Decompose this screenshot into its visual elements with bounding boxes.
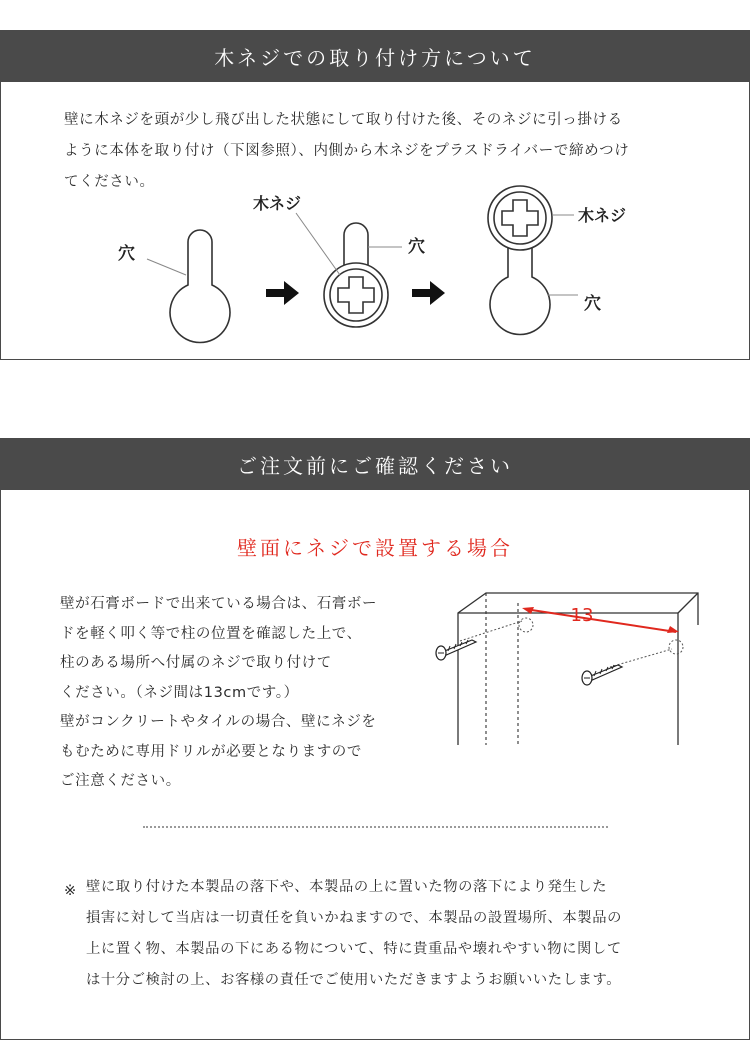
screw-label-2: 木ネジ	[253, 194, 302, 213]
dotted-divider	[143, 826, 608, 828]
keyhole-step3	[488, 186, 552, 334]
wall-mount-diagram	[430, 585, 720, 755]
leader-line-screw2	[296, 213, 340, 275]
dimension-label: 13	[570, 605, 594, 626]
note-text: 壁に取り付けた本製品の落下や、本製品の上に置いた物の落下により発生した 損害に対して当店は一切責任を負いかねますので、本製品の設置場所、本製品の 上に置く物、本製品の下にある物について、特に貴重品や壊れやすい物に関して は十分ご検討の上、お客様の責任でご使用いただきますようお願いいたします。	[86, 879, 622, 988]
hole-label-2: 穴	[408, 237, 425, 257]
hole-label-1: 穴	[118, 244, 135, 264]
section1-title: 木ネジでの取り付け方について	[214, 45, 536, 70]
screw-icon	[582, 649, 672, 685]
screw-icon	[436, 621, 522, 660]
section2-title: ご注文前にご確認ください	[237, 453, 513, 478]
note-mark: ※	[64, 883, 77, 899]
arrow-right-icon	[266, 281, 299, 305]
keyhole-step1	[170, 230, 230, 342]
section1-description: 壁に木ネジを頭が少し飛び出した状態にして取り付けた後、そのネジに引っ掛ける ように本体を取り付け（下図参照）、内側から木ネジをプラスドライバーで締めつけ てください。	[64, 112, 630, 190]
section2-header	[0, 438, 750, 490]
section2-subtitle: 壁面にネジで設置する場合	[237, 536, 513, 560]
screw-hole-right	[669, 640, 683, 654]
screw-mount-diagram	[100, 185, 660, 345]
keyhole-step2	[324, 223, 388, 327]
screw-hole-left	[519, 618, 533, 632]
screw-label-3: 木ネジ	[578, 206, 627, 225]
leader-line-hole1	[147, 259, 186, 275]
arrow-right-icon	[412, 281, 445, 305]
section1-header	[0, 30, 750, 82]
section2-body: 壁が石膏ボードで出来ている場合は、石膏ボー ドを軽く叩く等で柱の位置を確認した上で、 柱のある場所へ付属のネジで取り付けて ください。（ネジ間は13cmです。） 壁がコンクリートやタイルの場合、壁にネジを もむために専用ドリルが必要となりますので ご注意ください。	[60, 596, 378, 789]
hole-label-3: 穴	[584, 294, 601, 314]
